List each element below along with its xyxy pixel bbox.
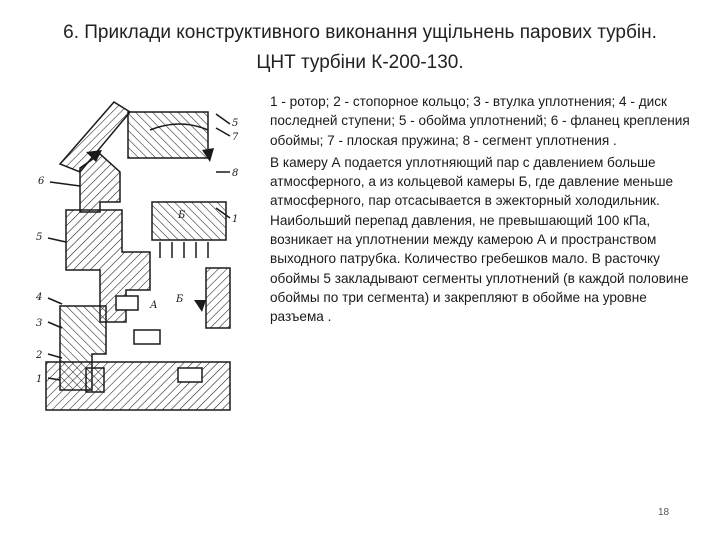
seal-segment-top: [152, 202, 226, 240]
figure-legend: 1 - ротор; 2 - стопорное кольцо; 3 - втулка уплотнения; 4 - диск последней ступени; 5 - обойма уплотнений; 6 - фланец крепления обоймы; 7 - плоская пружина; 8 - сегмент уплотнения .: [270, 94, 690, 148]
chamber-label-b-2: Б: [178, 210, 186, 221]
callout-1-right: 1: [232, 214, 239, 225]
chamber-label-a: А: [150, 300, 158, 311]
labyrinth-block-3: [178, 368, 202, 382]
page-number: 18: [658, 507, 670, 518]
callout-5-left: 5: [36, 232, 43, 243]
callout-3: 3: [36, 318, 43, 329]
callout-1-left: 1: [36, 374, 43, 385]
labyrinth-block-2: [134, 330, 160, 344]
description-paragraph: В камеру А подается уплотняющий пар с давлением больше атмосферного, а из кольцевой камеры Б, где давление меньше атмосферного, пар отсасывается в эжекторный холодильник. Наибольший перепад давления, не превышающий 100 кПа, возникает на уплотнении между камерою А и пространством выходного патрубка. Количество гребешков мало. В расточку обоймы 5 закладывают сегменты уплотнений (в каждой половине обоймы по три сегмента) и закрепляют в обойме на уровне разъема .: [270, 154, 689, 325]
callout-2: 2: [36, 350, 43, 361]
slide-body: [270, 92, 698, 330]
callout-5-top: 5: [232, 118, 239, 129]
wedge-3: [194, 300, 206, 312]
stop-ring: [86, 368, 104, 392]
slide-title: [20, 18, 700, 78]
callout-7: 7: [232, 132, 239, 143]
seal-cover: [128, 112, 208, 158]
callout-6: 6: [38, 176, 45, 187]
chamber-label-b-1: Б: [176, 294, 184, 305]
labyrinth-block-1: [116, 296, 138, 310]
seal-comb: [160, 242, 208, 258]
title-line-2: ЦНТ турбіни К-200-130.: [256, 52, 464, 73]
callout-4: 4: [36, 292, 43, 303]
title-line-1: 6. Приклади конструктивного виконання ущільнень парових турбін.: [63, 22, 657, 43]
callout-8: 8: [232, 168, 239, 179]
outer-ring: [206, 268, 230, 328]
seal-drawing: [30, 92, 258, 422]
